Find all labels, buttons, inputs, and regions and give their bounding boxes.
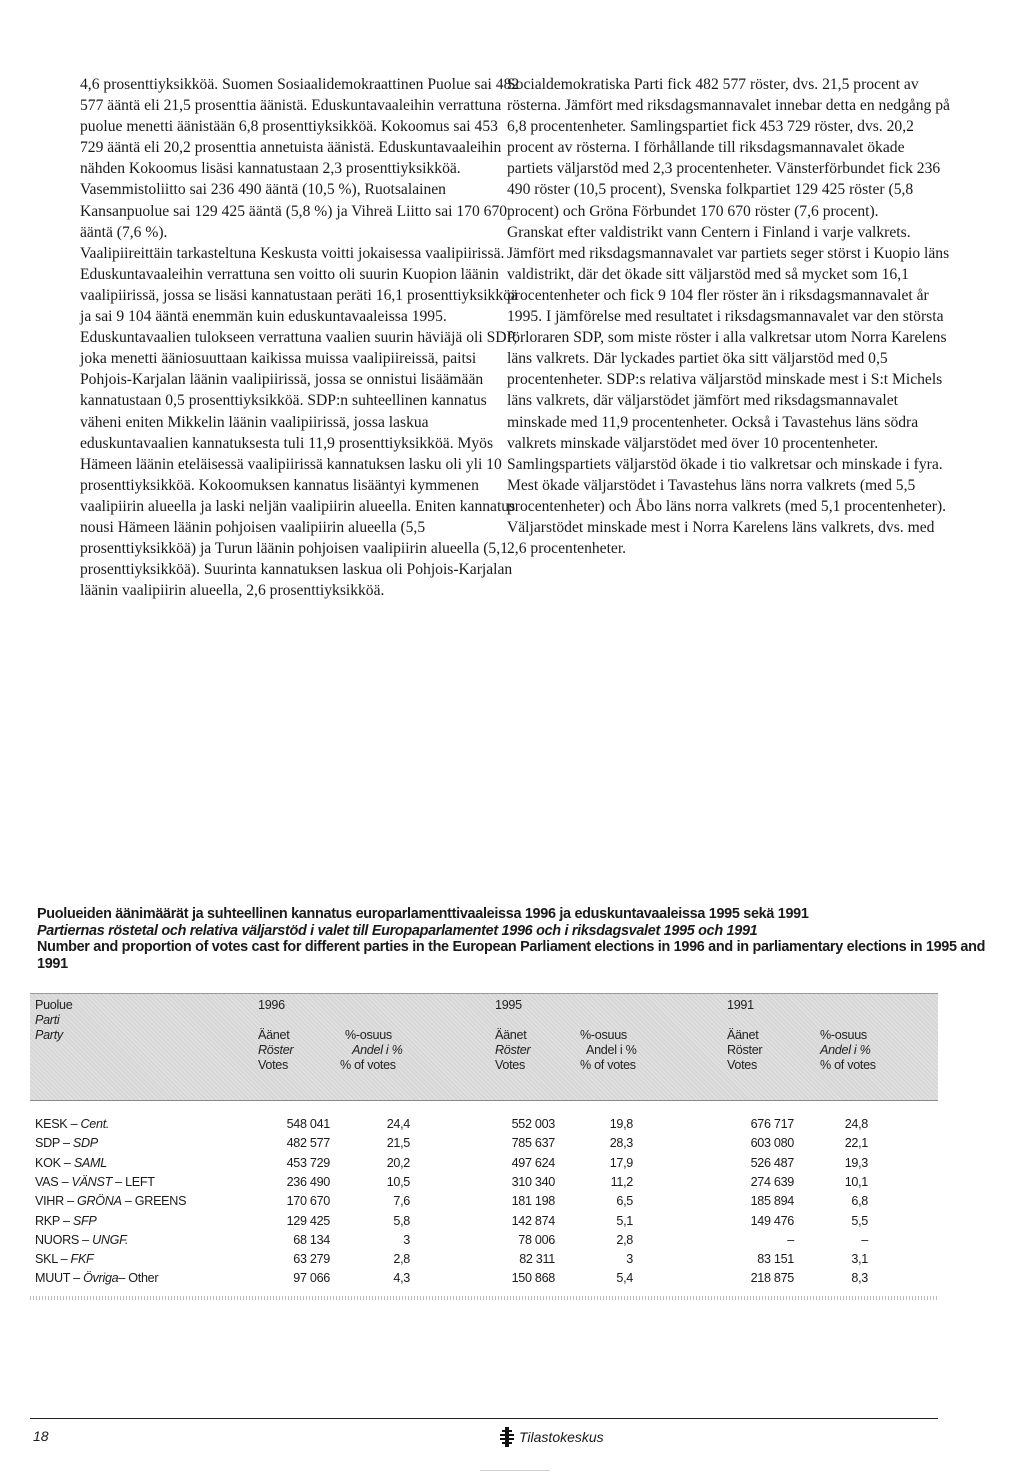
party-name-cell <box>35 1212 96 1231</box>
value-cell-p1991: 22,1 <box>844 1136 868 1151</box>
value-cell-p1996: 21,5 <box>386 1136 410 1151</box>
party-name-cell <box>35 1154 107 1173</box>
header-party-en: Party <box>35 1028 63 1042</box>
header-votes-fi-1995: Äänet <box>495 1028 527 1042</box>
caption-english: Number and proportion of votes cast for different parties in the European Parliament elections in 1996 and in parliamentary elections in 1995 and 1991 <box>37 939 986 972</box>
party-sv: UNGF. <box>92 1232 129 1247</box>
party-sv: VÄNST <box>71 1174 112 1189</box>
header-votes-en-1991: Votes <box>727 1058 758 1072</box>
header-year-1995: 1995 <box>495 998 522 1012</box>
value-cell-v1991: 274 639 <box>750 1174 794 1189</box>
value-cell-v1991: 676 717 <box>750 1117 794 1131</box>
value-cell-p1996: 24,4 <box>386 1117 410 1131</box>
party-en: – LEFT <box>111 1174 155 1189</box>
finnish-text-column <box>80 74 525 601</box>
header-votes-fi-1996: Äänet <box>258 1028 290 1042</box>
value-cell-v1991: 149 476 <box>750 1213 794 1228</box>
caption-swedish: Partiernas röstetal och relativa väljarstöd i valet till Europaparlamentet 1996 och i riksdagsvalet 1995 och 1991 <box>37 922 758 939</box>
value-cell-p1996: 3 <box>403 1232 410 1247</box>
value-cell-p1995: 5,1 <box>616 1213 633 1228</box>
value-cell-p1996: 2,8 <box>393 1252 410 1267</box>
party-name-cell <box>35 1173 155 1192</box>
party-fi: NUORS – <box>35 1232 93 1247</box>
page-number: 18 <box>33 1428 49 1444</box>
value-cell-p1991: 3,1 <box>851 1252 868 1267</box>
party-sv: Cent. <box>80 1117 110 1131</box>
value-cell-p1995: 28,3 <box>609 1136 633 1151</box>
party-name-cell <box>35 1269 158 1288</box>
party-sv: GRÖNA <box>77 1194 122 1209</box>
party-sv: FKF <box>70 1252 94 1267</box>
party-name-cell <box>35 1115 109 1134</box>
header-share-en-1991: % of votes <box>820 1058 876 1072</box>
header-share-sv-1995: Andel i % <box>586 1043 637 1057</box>
value-cell-v1995: 310 340 <box>511 1174 555 1189</box>
value-cell-p1991: 10,1 <box>844 1174 868 1189</box>
value-cell-v1991: 218 875 <box>750 1271 794 1286</box>
header-share-en-1995: % of votes <box>580 1058 636 1072</box>
election-results-table <box>30 993 938 1286</box>
value-cell-v1996: 453 729 <box>286 1155 330 1170</box>
value-cell-p1996: 7,6 <box>393 1194 410 1209</box>
value-cell-v1995: 150 868 <box>511 1271 555 1286</box>
table-caption <box>37 906 987 972</box>
value-cell-p1995: 6,5 <box>616 1194 633 1209</box>
party-fi: RKP – <box>35 1213 73 1228</box>
value-cell-p1995: 11,2 <box>610 1174 633 1189</box>
party-name-cell <box>35 1192 186 1211</box>
value-cell-v1996: 97 066 <box>293 1271 330 1286</box>
value-cell-p1995: 17,9 <box>609 1155 633 1170</box>
table-row <box>30 1154 938 1173</box>
value-cell-v1995: 142 874 <box>511 1213 555 1228</box>
footer-rule <box>30 1418 938 1419</box>
value-cell-v1996: 68 134 <box>293 1232 330 1247</box>
value-cell-p1996: 5,8 <box>393 1213 410 1228</box>
value-cell-p1996: 20,2 <box>386 1155 410 1170</box>
header-votes-sv-1996: Röster <box>258 1043 294 1057</box>
header-votes-sv-1995: Röster <box>495 1043 531 1057</box>
value-cell-p1995: 5,4 <box>616 1271 633 1286</box>
header-share-fi-1995: %-osuus <box>580 1028 627 1042</box>
party-sv: SDP <box>72 1136 98 1151</box>
header-votes-en-1996: Votes <box>258 1058 289 1072</box>
publisher-name: Tilastokeskus <box>519 1429 604 1445</box>
value-cell-v1991: – <box>787 1232 794 1247</box>
party-name-cell <box>35 1231 128 1250</box>
finnish-paragraph-2: Vaalipiireittäin tarkasteltuna Keskusta voitti jokaisessa vaalipiirissä. Eduskuntavaaleihin verrattuna sen voitto oli suurin Kuopion läänin vaalipiirissä, jossa se lisäsi kannatustaan peräti 16,1 prosenttiyksikköä ja sai 9 104 ääntä enemmän kuin eduskuntavaaleissa 1995. Eduskuntavaalien tulokseen verrattuna vaalien suurin häviäjä oli SDP, joka menetti ääniosuuttaan kaikissa muissa vaalipiireissä, paitsi Pohjois-Karjalan läänin vaalipiirissä, jossa se onnistui lisäämään kannatustaan 0,5 prosenttiyksikköä. SDP:n suhteellinen kannatus väheni eniten Mikkelin läänin vaalipiirissä, jossa laskua eduskuntavaalien kannatuksesta tuli 11,9 prosenttiyksikköä. Myös Hämeen läänin eteläisessä vaalipiirissä kannatuksen lasku oli yli 10 prosenttiyksikköä. Kokoomuksen kannatus lisääntyi kymmenen vaalipiirin alueella ja laski neljän vaalipiirin alueella. Eniten kannatus nousi Hämeen läänin pohjoisen vaalipiirin alueella (5,5 prosenttiyksikköä) ja Turun läänin pohjoisen vaalipiirin alueella (5,1 prosenttiyksikköä). Suurinta kannatuksen laskua oli Pohjois-Karjalan läänin vaalipiirin alueella, 2,6 prosenttiyksikköä. <box>80 244 518 600</box>
value-cell-p1991: 6,8 <box>851 1194 868 1209</box>
party-name-cell <box>35 1134 98 1153</box>
value-cell-v1995: 82 311 <box>519 1252 555 1267</box>
table-row <box>30 1134 938 1153</box>
publisher-logo <box>500 1426 604 1448</box>
value-cell-v1996: 548 041 <box>286 1117 330 1131</box>
header-year-1991: 1991 <box>727 998 754 1012</box>
value-cell-v1991: 83 151 <box>757 1252 794 1267</box>
header-share-fi-1991: %-osuus <box>820 1028 867 1042</box>
header-share-en-1996: % of votes <box>340 1058 396 1072</box>
table-row <box>30 1173 938 1192</box>
value-cell-p1991: – <box>861 1232 868 1247</box>
party-en: – Other <box>118 1271 159 1286</box>
header-votes-en-1995: Votes <box>495 1058 526 1072</box>
party-fi: KESK – <box>35 1117 81 1131</box>
table-header <box>30 993 938 1101</box>
value-cell-v1991: 603 080 <box>750 1136 794 1151</box>
value-cell-v1995: 78 006 <box>518 1232 555 1247</box>
header-party-fi: Puolue <box>35 998 73 1012</box>
value-cell-p1991: 24,8 <box>844 1117 868 1131</box>
value-cell-p1995: 3 <box>626 1252 633 1267</box>
value-cell-v1991: 526 487 <box>750 1155 794 1170</box>
party-sv: Övriga <box>83 1271 119 1286</box>
table-bottom-rule <box>30 1296 938 1300</box>
table-row <box>30 1192 938 1211</box>
value-cell-v1991: 185 894 <box>750 1194 794 1209</box>
party-en: – GREENS <box>121 1194 187 1209</box>
value-cell-v1996: 63 279 <box>293 1252 330 1267</box>
header-votes-sv-1991: Röster <box>727 1043 763 1057</box>
party-fi: VAS – <box>35 1174 72 1189</box>
table-row <box>30 1212 938 1231</box>
value-cell-v1996: 236 490 <box>286 1174 330 1189</box>
swedish-paragraph-1: Socialdemokratiska Parti fick 482 577 röster, dvs. 21,5 procent av rösterna. Jämfört med riksdagsmannavalet innebar detta en nedgång på 6,8 procentenheter. Samlingspartiet fick 453 729 röster, dvs. 20,2 procent av rösterna. I förhållande till riksdagsmannavalet ökade partiets väljarstöd med 2,3 procentenheter. Vänsterförbundet fick 236 490 röster (10,5 procent), Svenska folkpartiet 129 425 röster (5,8 procent) och Gröna Förbundet 170 670 röster (7,6 procent). <box>507 76 950 220</box>
header-share-sv-1991: Andel i % <box>820 1043 871 1057</box>
header-share-sv-1996: Andel i % <box>352 1043 403 1057</box>
value-cell-p1991: 5,5 <box>851 1213 868 1228</box>
value-cell-p1996: 4,3 <box>393 1271 410 1286</box>
party-fi: MUUT – <box>35 1271 84 1286</box>
table-row <box>30 1269 938 1288</box>
table-row <box>30 1231 938 1250</box>
header-share-fi-1996: %-osuus <box>345 1028 392 1042</box>
caption-finnish: Puolueiden äänimäärät ja suhteellinen kannatus europarlamenttivaaleissa 1996 ja eduskuntavaaleissa 1995 sekä 1991 <box>37 906 809 922</box>
swedish-paragraph-2: Granskat efter valdistrikt vann Centern i Finland i varje valkrets. Jämfört med riksdagsmannavalet var partiets seger störst i Kuopio läns valdistrikt, där det ökade sitt väljarstöd med så mycket som 16,1 procentenheter och fick 9 104 fler röster än i riksdagsmannavalet år 1995. I jämförelse med resultatet i riksdagsmannavalet var den största förloraren SDP, som miste röster i alla valkretsar utom Norra Karelens läns valkrets. Där lyckades partiet öka sitt väljarstöd med 0,5 procentenheter. SDP:s relativa väljarstöd minskade mest i S:t Michels läns valkrets, där väljarstödet jämfört med riksdagsmannavalet minskade med 11,9 procentenheter. Också i Tavastehus läns södra valkrets minskade väljarstödet med över 10 procentenheter. Samlingspartiets väljarstöd ökade i tio valkretsar och minskade i fyra. Mest ökade väljarstödet i Tavastehus läns norra valkrets (med 5,5 procentenheter) och Åbo läns norra valkrets (med 5,1 procentenheter). Väljarstödet minskade mest i Norra Karelens läns valkrets, dvs. med 2,6 procentenheter. <box>507 223 950 558</box>
finnish-paragraph-1: 4,6 prosenttiyksikköä. Suomen Sosiaalidemokraattinen Puolue sai 482 577 ääntä eli 21,5 prosenttia äänistä. Eduskuntavaaleihin verrattuna puolue menetti äänistään 6,8 prosenttiyksikköä. Kokoomus sai 453 729 ääntä eli 20,2 prosenttia annetuista äänistä. Eduskuntavaaleihin nähden Kokoomus lisäsi kannatustaan 2,3 prosenttiyksikköä. Vasemmistoliitto sai 236 490 ääntä (10,5 %), Ruotsalainen Kansanpuolue sai 129 425 ääntä (5,8 %) ja Vihreä Liitto sai 170 670 ääntä (7,6 %). <box>80 76 520 241</box>
value-cell-p1995: 19,8 <box>609 1117 633 1131</box>
tilastokeskus-logo-icon <box>500 1427 514 1447</box>
value-cell-v1995: 181 198 <box>511 1194 555 1209</box>
party-fi: SKL – <box>35 1252 71 1267</box>
value-cell-v1995: 497 624 <box>511 1155 555 1170</box>
table-row <box>30 1250 938 1269</box>
scan-artifact <box>480 1470 550 1471</box>
table-body <box>30 1101 938 1286</box>
header-votes-fi-1991: Äänet <box>727 1028 759 1042</box>
header-year-1996: 1996 <box>258 998 285 1012</box>
value-cell-v1996: 482 577 <box>286 1136 330 1151</box>
table-row <box>30 1115 938 1134</box>
header-party-sv: Parti <box>35 1013 60 1027</box>
party-fi: KOK – <box>35 1155 74 1170</box>
value-cell-v1996: 129 425 <box>286 1213 330 1228</box>
value-cell-p1996: 10,5 <box>386 1174 410 1189</box>
value-cell-v1996: 170 670 <box>286 1194 330 1209</box>
party-sv: SFP <box>72 1213 97 1228</box>
value-cell-p1995: 2,8 <box>616 1232 633 1247</box>
value-cell-p1991: 8,3 <box>851 1271 868 1286</box>
value-cell-v1995: 785 637 <box>511 1136 555 1151</box>
swedish-text-column <box>507 74 952 559</box>
party-fi: VIHR – <box>35 1194 77 1209</box>
party-fi: SDP – <box>35 1136 73 1151</box>
value-cell-v1995: 552 003 <box>511 1117 555 1131</box>
value-cell-p1991: 19,3 <box>844 1155 868 1170</box>
party-name-cell <box>35 1250 93 1269</box>
party-sv: SAML <box>73 1155 107 1170</box>
